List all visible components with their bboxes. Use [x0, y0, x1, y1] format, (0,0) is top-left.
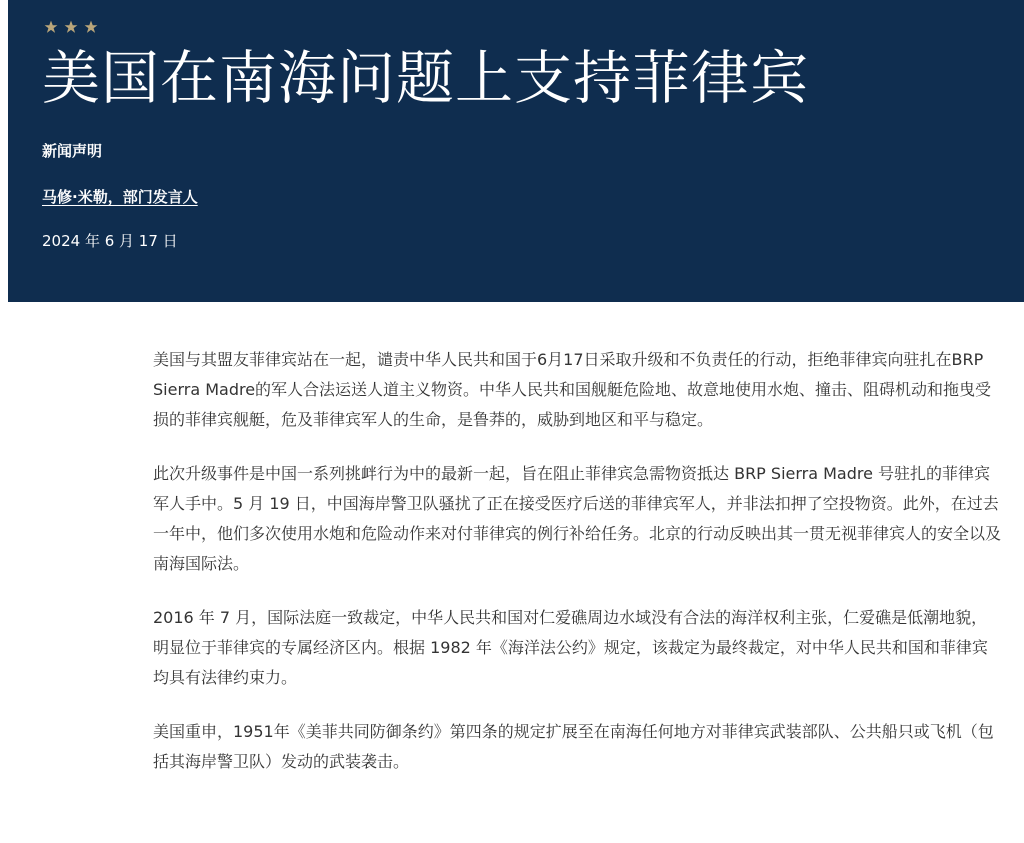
- star-icon: [64, 20, 78, 34]
- article-paragraph: 此次升级事件是中国一系列挑衅行为中的最新一起，旨在阻止菲律宾急需物资抵达 BRP Sierra Madre 号驻扎的菲律宾军人手中。5 月 19 日，中国海岸警卫队骚扰了正在接受医疗后送的菲律宾军人，并非法扣押了空投物资。此外，在过去一年中，他们多次使用水炮和危险动作来对付菲律宾的例行补给任务。北京的行动反映出其一贯无视菲律宾人的安全以及南海国际法。: [153, 464, 1002, 573]
- article-paragraph: 美国与其盟友菲律宾站在一起，谴责中华人民共和国于6月17日采取升级和不负责任的行动，拒绝菲律宾向驻扎在BRP Sierra Madre的军人合法运送人道主义物资。中华人民共和国舰艇危险地、故意地使用水炮、撞击、阻碍机动和拖曳受损的菲律宾舰艇，危及菲律宾军人的生命，是鲁莽的，威胁到地区和平与稳定。: [153, 350, 992, 429]
- document-type-label: 新闻声明: [42, 142, 103, 160]
- page-title: 美国在南海问题上支持菲律宾: [42, 44, 810, 112]
- article-body: [153, 345, 1003, 801]
- star-icon: [44, 20, 58, 34]
- star-icon: [84, 20, 98, 34]
- publish-date: 2024 年 6 月 17 日: [42, 232, 178, 250]
- article-header: [8, 0, 1024, 302]
- author-link[interactable]: 马修·米勒，部门发言人: [42, 188, 198, 206]
- article-paragraph: 2016 年 7 月，国际法庭一致裁定，中华人民共和国对仁爱礁周边水域没有合法的海洋权利主张，仁爱礁是低潮地貌，明显位于菲律宾的专属经济区内。根据 1982 年《海洋法公约》规定，该裁定为最终裁定，对中华人民共和国和菲律宾均具有法律约束力。: [153, 608, 988, 687]
- article-paragraph: 美国重申，1951年《美菲共同防御条约》第四条的规定扩展至在南海任何地方对菲律宾武装部队、公共船只或飞机（包括其海岸警卫队）发动的武装袭击。: [153, 722, 994, 771]
